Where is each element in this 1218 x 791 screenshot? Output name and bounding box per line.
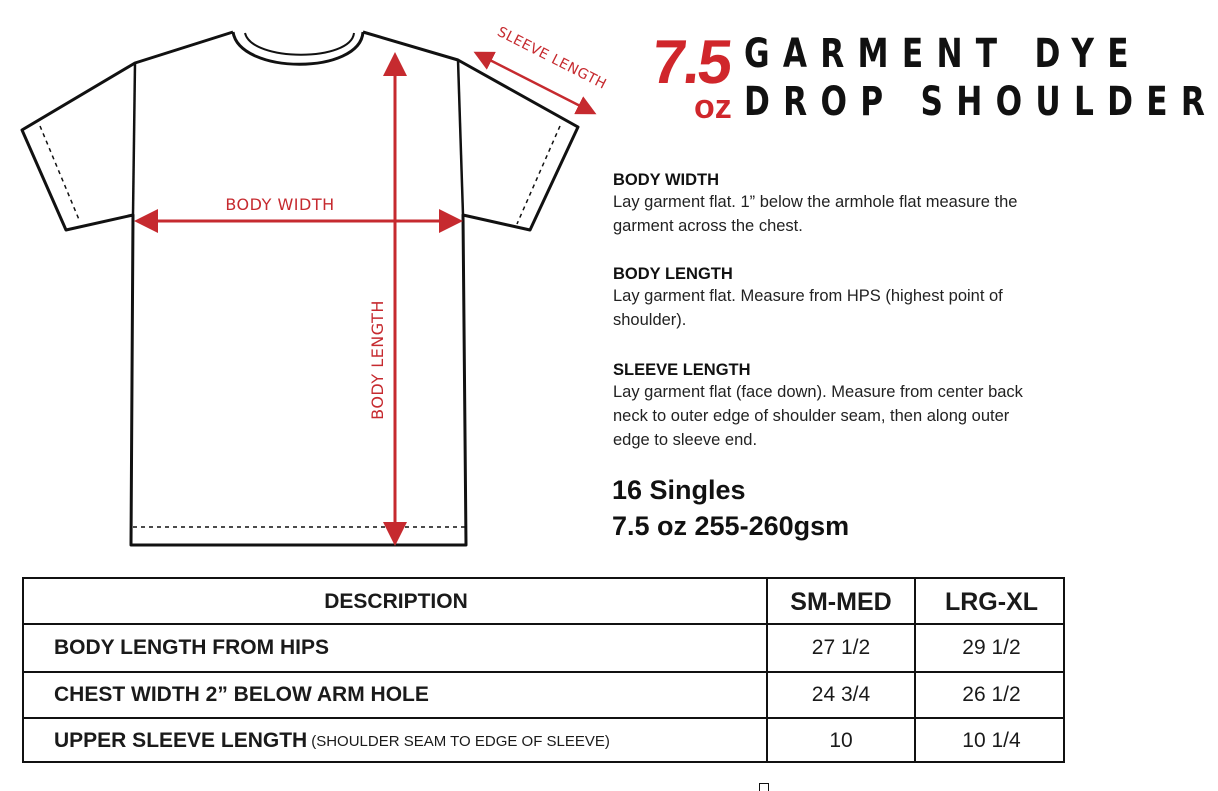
spec-text-line: garment across the chest. [613, 217, 803, 235]
value-sm-med: 24 3/4 [811, 683, 871, 706]
headline-line-2: DROP SHOULDER [744, 79, 1218, 125]
spec-body-length [613, 264, 1113, 332]
weight-badge-unit: oz [694, 88, 732, 126]
artifact-mark [759, 783, 769, 791]
value-sm-med: 27 1/2 [811, 636, 871, 659]
row-label-text: UPPER SLEEVE LENGTH [54, 729, 308, 752]
stitch-lines [40, 126, 560, 527]
spec-body-width [613, 170, 1113, 238]
row-label [54, 718, 764, 764]
spec-title: SLEEVE LENGTH [613, 361, 751, 379]
fabric-weight: 7.5 oz 255-260gsm [612, 511, 850, 541]
spec-text-line: Lay garment flat (face down). Measure from center back [613, 383, 1023, 401]
spec-title: BODY LENGTH [613, 265, 733, 283]
spec-text-line: Lay garment flat. 1” below the armhole flat measure the [613, 193, 1018, 211]
product-headline [648, 28, 1218, 128]
body-width-label: BODY WIDTH [225, 195, 335, 214]
row-label-note: (SHOULDER SEAM TO EDGE OF SLEEVE) [311, 732, 610, 750]
table-header-row [24, 579, 1063, 625]
spec-text-line: Lay garment flat. Measure from HPS (highest point of [613, 287, 1003, 305]
value-sm-med: 10 [829, 729, 853, 752]
header-size-lrg-xl: LRG-XL [944, 587, 1039, 616]
header-description: DESCRIPTION [324, 590, 468, 613]
spec-title: BODY WIDTH [613, 171, 720, 189]
value-lrg-xl: 26 1/2 [962, 683, 1021, 706]
spec-text-line: edge to sleeve end. [613, 431, 758, 449]
tshirt-outline [22, 32, 578, 545]
row-label [54, 625, 764, 671]
fabric-singles: 16 Singles [612, 475, 746, 505]
value-lrg-xl: 29 1/2 [962, 636, 1021, 659]
weight-badge-number: 7.5 [648, 28, 733, 97]
header-size-sm-med: SM-MED [790, 587, 892, 616]
headline-line-1: GARMENT DYE [744, 31, 1142, 77]
body-length-label: BODY LENGTH [368, 300, 387, 420]
table-row [24, 718, 1063, 764]
sleeve-length-label: SLEEVE LENGTH [494, 23, 610, 93]
table-row [24, 672, 1063, 718]
row-label-text: CHEST WIDTH 2” BELOW ARM HOLE [54, 683, 429, 706]
row-label [54, 672, 764, 718]
size-chart-table [22, 577, 1065, 763]
spec-text-line: shoulder). [613, 311, 687, 329]
table-row [24, 625, 1063, 671]
tshirt-measurement-diagram [0, 0, 640, 560]
value-lrg-xl: 10 1/4 [962, 729, 1021, 752]
row-label-text: BODY LENGTH FROM HIPS [54, 636, 329, 659]
spec-text-line: neck to outer edge of shoulder seam, then along outer [613, 407, 1010, 425]
spec-sleeve-length [613, 360, 1113, 452]
